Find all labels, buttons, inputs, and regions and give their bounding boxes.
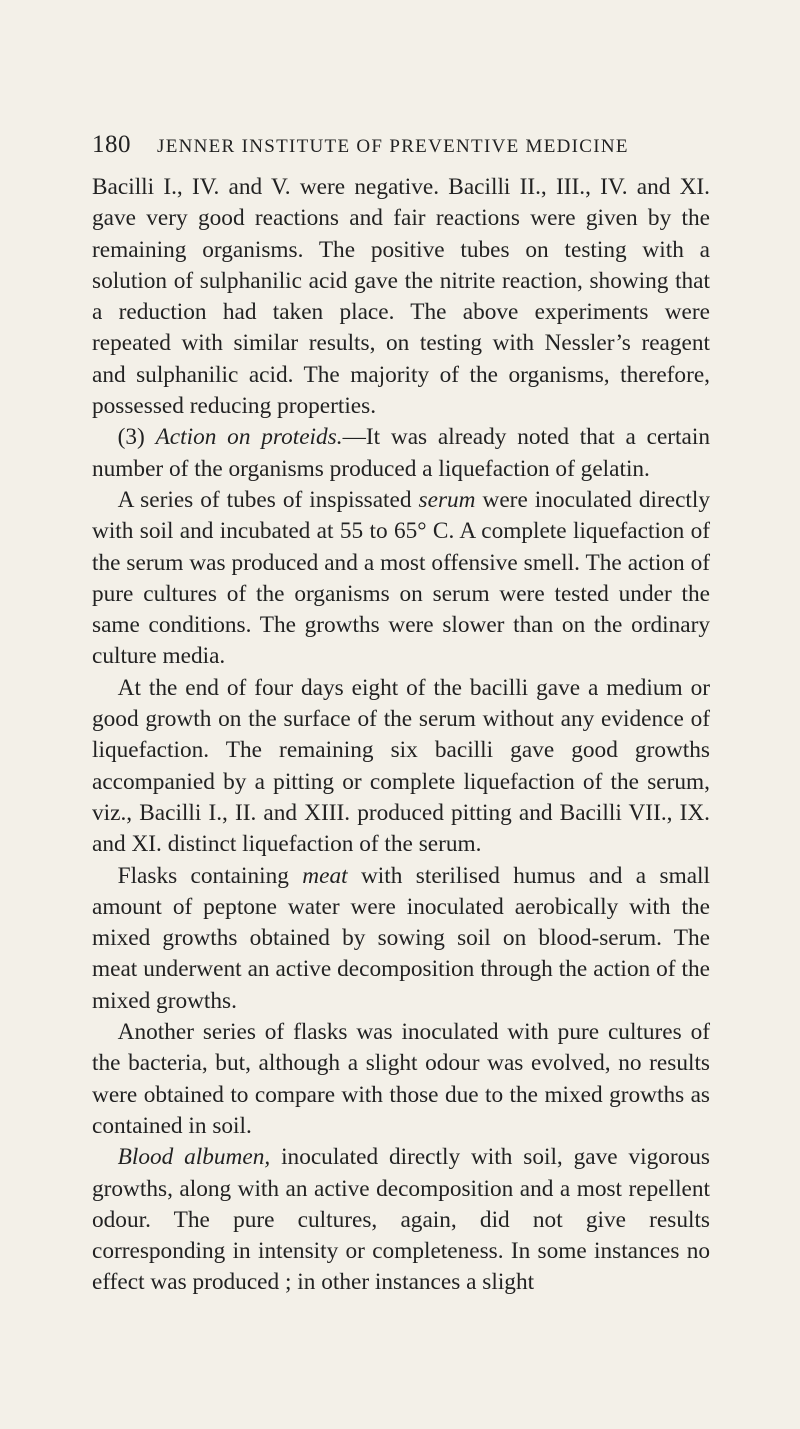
paragraph-5 — [92, 861, 710, 1017]
paragraph-7-rest: inoculated directly with soil, gave vigorous growths, along with an active decomposition and a most repellent odour. The pure cultures, again, did not give results corresponding in intensity or completeness. In some instances no effect was produced ; in other instances a slight — [92, 1144, 710, 1296]
paragraph-3 — [92, 485, 710, 673]
paragraph-3-start: A series of tubes of inspissated — [117, 486, 419, 513]
section-heading: Action on proteids. — [155, 424, 343, 451]
paragraph-6: Another series of flasks was inoculated with pure cultures of the bacteria, but, although a slight odour was evolved, no results were obtained to compare with those due to the mixed growths as contained in soil. — [92, 1019, 710, 1139]
paragraph-1: Bacilli I., IV. and V. were negative. Bacilli II., III., IV. and XI. gave very good reactions and fair reactions were given by the remaining organisms. The positive tubes on testing with a solution of sulphanilic acid gave the nitrite reaction, showing that a reduction had taken place. The above experiments were repeated with similar results, on testing with Nessler’s reagent and sulphanilic acid. The majority of the organisms, therefore, possessed reducing properties. — [92, 174, 710, 420]
paragraph-2 — [92, 422, 710, 485]
running-title: JENNER INSTITUTE OF PREVENTIVE MEDICINE — [157, 136, 629, 157]
paragraph-5-rest: with sterilised humus and a small amount of peptone water were inoculated aerobically with the mixed growths obtained by sowing soil on blood-serum. The meat underwent an active decomposition through the action of the mixed growths. — [92, 862, 711, 1014]
body-text — [92, 172, 710, 1299]
page-header — [92, 131, 712, 159]
paragraph-5-start: Flasks containing — [117, 862, 303, 889]
paragraph-4: At the end of four days eight of the bacilli gave a medium or good growth on the surface of the serum without any evidence of liquefaction. The remaining six bacilli gave good growths accompanied by a pitting or complete liquefaction of the serum, viz., Bacilli I., II. and XIII. produced pitting and Bacilli VII., IX. and XI. distinct liquefaction of the serum. — [92, 674, 710, 858]
paragraph-7 — [92, 1142, 710, 1298]
term-serum: serum — [418, 486, 476, 513]
paragraph-3-rest: were inoculated directly with soil and incubated at 55 to 65° C. A complete liquefaction of the serum was produced and a most offensive smell. The action of pure cultures of the organisms on serum were tested under the same conditions. The growths were slower than on the ordinary culture media. — [92, 486, 710, 670]
term-meat: meat — [302, 862, 348, 889]
section-number: (3) — [117, 424, 156, 451]
term-blood-albumen: Blood albumen, — [117, 1144, 271, 1171]
paragraph-2-text: —It was already noted that a certain number of the organisms produced a liquefaction of gelatin. — [92, 424, 710, 482]
page-number: 180 — [92, 131, 131, 158]
